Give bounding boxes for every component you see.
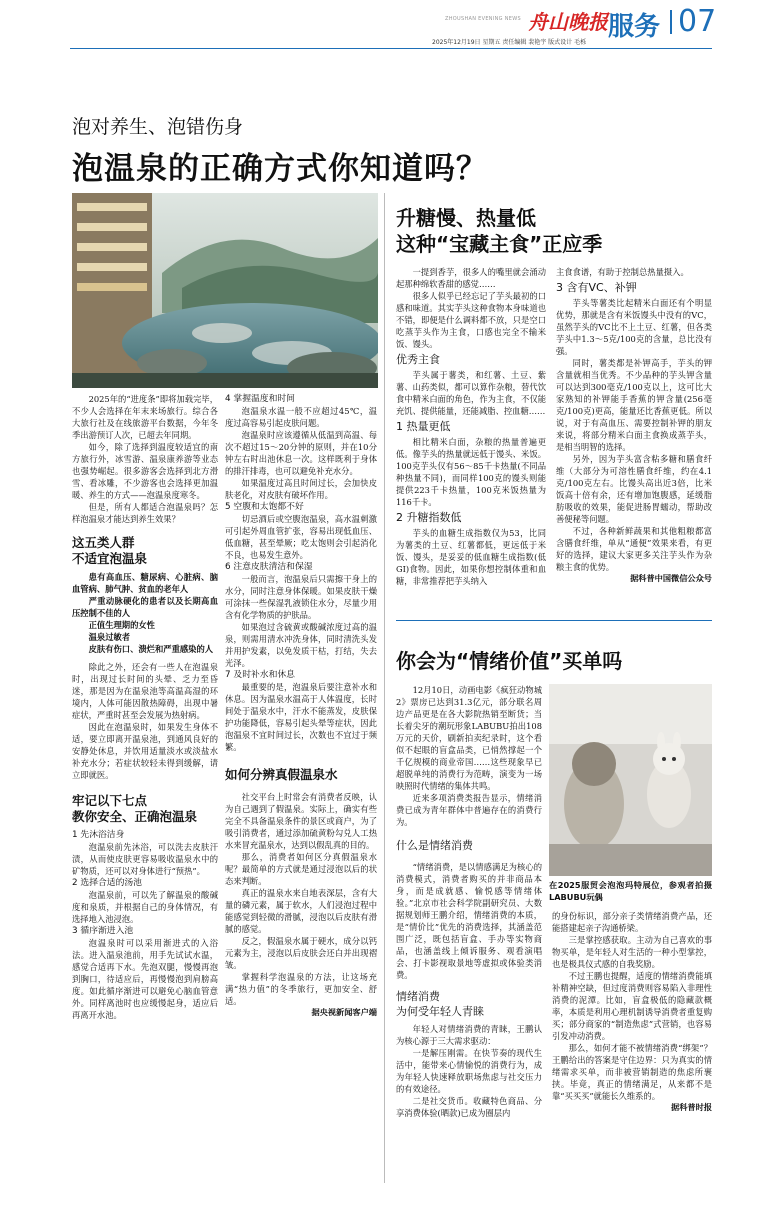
subheading: 1 热量更低 [396, 420, 451, 433]
body-paragraph: 掌握科学泡温泉的方法，让这场充满“热力值”的冬季旅行，更加安全、舒适。 [225, 972, 377, 1006]
subheading: 2 升糖指数低 [396, 511, 462, 524]
body-paragraph: 社交平台上时常会有消费者反映，认为自己遇到了假温泉。实际上，确实有些完全不具备温泉条件的景区或商户，为了吸引消费者，通过添加硫黄粉勾兑人工热水来冒充温泉水，达到以假乱真的目的。 [225, 792, 377, 850]
column-divider [384, 193, 385, 1183]
tip-title: 6 注意皮肤清洁和保湿 [225, 562, 313, 572]
section-title: 服务 [608, 12, 661, 42]
list-item: 严重动脉硬化的患者以及长期高血压控制不佳的人 [72, 596, 218, 618]
subheading-seven-tips: 牢记以下七点 教你安全、正确泡温泉 [72, 793, 198, 824]
article-kicker: 泡对养生、泡错伤身 [72, 116, 244, 138]
body-paragraph: “情绪消费，是以情感满足为核心的消费模式，消费者购买的并非商品本身，而是成就感、愉悦感等情绪体验。”北京市社会科学院副研究员、大数据规划师王鹏介绍，情绪消费的本质，是“情价比”优先的消费选择，其涵盖范围广泛，既包括盲盒、手办等实物商品，也涵盖线上倾诉服务、观看演唱会、打卡影视取景地等虚拟或体验类消费。 [396, 862, 542, 980]
tip-body: 切忌酒后或空腹泡温泉，高水温刺激可引起外周血管扩张，容易出现低血压、低血糖，甚至晕厥；吃太饱则会引起消化不良，也易发生意外。 [225, 514, 377, 560]
masthead-divider [670, 10, 672, 34]
body-paragraph: 三是掌控感获取。主动为自己喜欢的事物买单，是年轻人对生活的一种小型掌控，也是极具仪式感的自我奖励。 [552, 935, 712, 969]
source-credit: 据科普时报 [671, 1102, 712, 1112]
body-paragraph: 近来多项消费类报告显示，情绪消费已成为青年群体中普遍存在的消费行为。 [396, 793, 542, 827]
body-paragraph: 真正的温泉水来自地表深层，含有大量的磷元素，属于软水，人们浸泡过程中能感觉到轻微的滑腻，浸泡以后皮肤有滑腻的感觉。 [225, 888, 377, 934]
tip-title: 7 及时补水和休息 [225, 670, 295, 680]
body-paragraph: 一提到香芋，很多人的嘴里就会涌动起那种绵软香甜的感觉…… [396, 267, 546, 289]
photo-caption: 在2025服贸会泡泡玛特展位，参观者拍摄LABUBU玩偶 [549, 880, 712, 902]
tip-body: 一般而言，泡温泉后只需擦干身上的水分，同时注意身体保暖。如果皮肤干燥可涂抹一些保湿乳液锁住水分，尽量少用含有化学物质的护肤品。 [225, 574, 377, 620]
taro-article-title [396, 205, 712, 257]
body-paragraph: 那么，如何才能不被情绪消费“绑架”？王鹏给出的答案是守住边界：只为真实的情绪需求买单，而非被营销制造的焦虑所裹挟。毕竟，真正的情绪满足，从来都不是靠“买买买”就能长久维系的。 [552, 1043, 712, 1101]
subheading-five-groups: 这五类人群 不适宜泡温泉 [72, 535, 148, 566]
page-number: 07 [678, 4, 717, 39]
tip-title: 1 先沐浴洁身 [72, 830, 125, 840]
left-column [72, 393, 218, 1021]
body-paragraph: 芋头属于薯类，和红薯、土豆、紫薯、山药类似，都可以算作杂粮，替代饮食中精米白面的角色，作为主食，不仅能充饥、提供能量，还能减脂、控血糖…… [396, 370, 546, 416]
body-paragraph: 年轻人对情绪消费的青睐，王鹏认为核心源于三大需求驱动： [396, 1024, 542, 1046]
masthead-meta: 2025年12月19日 星期五 责任编辑 裴艳宇 版式设计 毛栎 [432, 39, 587, 46]
body-paragraph: 相比精米白面，杂粮的热量普遍更低。像芋头的热量就远低于馒头、米饭。100克芋头仅有56～85千卡热量(不同品种热量不同)，而同样100克的馒头则能提供223千卡热量，100克米饭热量为116千卡。 [396, 437, 546, 507]
intro-paragraph: 如今，除了选择到温度较适宜的南方旅行外，冰雪游、温泉康养游等业态也强势崛起。很多游客会选择到北方滑雪、看冰雕，不少游客也会选择更加温暖、养生的方式——泡温泉度寒冬。 [72, 442, 218, 500]
body-paragraph: 的身份标识，部分亲子类情绪消费产品，还能搭建起亲子沟通桥梁。 [552, 911, 712, 933]
taro-title-line2: 这种“宝藏主食”正应季 [396, 232, 603, 256]
emotion-col2 [552, 910, 712, 1113]
tip-body: 泡温泉前先沐浴，可以洗去皮肤汗渍，从而使皮肤更容易吸收温泉水中的矿物质，还可以对身体进行“预热”。 [72, 842, 218, 876]
tip-body: 如果泡过含硫黄或酸碱浓度过高的温泉，则需用清水冲洗身体，同时清洗头发并用护发素，以免发质干枯，打结，失去光泽。 [225, 622, 377, 668]
tip-body: 最重要的是，泡温泉后要注意补水和休息。因为温泉水温高于人体温度，长时间处于温泉水中，汗水不能蒸发，皮肤保护功能降低，容易引起头晕等症状，因此泡温泉不宜时间过长，次数也不宜过于频繁。 [225, 682, 377, 752]
list-item: 温泉过敏者 [88, 632, 131, 642]
body-paragraph: 二是社交货币。收藏特色商品、分享消费体验(晒款)已成为圈层内 [396, 1096, 542, 1118]
body-paragraph: 一是解压刚需。在快节奏的现代生活中，能带来心情愉悦的消费行为，成为年轻人快速释放职场焦虑与社交压力的有效途径。 [396, 1048, 542, 1094]
tip-body: 如果温度过高且时间过长，会加快皮肤老化，对皮肤有破坏作用。 [225, 478, 377, 500]
hot-spring-photo [72, 193, 378, 388]
source-credit: 据科普中国微信公众号 [630, 573, 712, 583]
tip-title: 2 选择合适的汤池 [72, 878, 142, 888]
subheading-judge: 如何分辨真假温泉水 [225, 767, 338, 782]
labubu-photo [549, 684, 712, 876]
body-paragraph: 很多人似乎已经忘记了芋头最初的口感和味道。其实芋头这种食物本身味道也不错，即便是什么调料都不放，只是空口吃蒸芋头作为主食，口感也完全不输米饭、馒头。 [396, 291, 546, 349]
tip-body: 泡温泉时可以采用渐进式的入浴法。进入温泉池前，用手先试试水温，感觉合适再下水。先泡双腿，慢慢再泡到胸口，待适应后，再慢慢泡到肩膀高度。如此循序渐进可以避免心脑血管意外。同样离池时也应缓慢起身，适应后再离开水池。 [72, 938, 218, 1020]
list-item: 患有高血压、糖尿病、心脏病、脑血管病、肺气肿、贫血的老年人 [72, 572, 218, 594]
emotion-article-title: 你会为“情绪价值”买单吗 [396, 649, 623, 673]
taro-col1 [396, 266, 546, 587]
body-paragraph: 反之，假温泉水属于硬水，成分以钙元素为主，浸泡以后皮肤会还白并出现褶皱。 [225, 936, 377, 970]
body-paragraph: 除此之外，还会有一些人在泡温泉时，出现过长时间的头晕、乏力至昏迷，那是因为在温泉池等高温高湿的环境内，人体可能因散热障碍，出现中暑症状，严重时甚至会发展为热射病。 [72, 662, 218, 720]
article-headline: 泡温泉的正确方式你知道吗？ [72, 151, 488, 187]
body-paragraph: 芋头等薯类比起精米白面还有个明显优势，那就是含有米饭馒头中没有的VC，虽然芋头的VC比不上土豆、红薯，但各类芋头中1.3～5克/100克的含量，总比没有强。 [556, 298, 712, 356]
masthead-english: ZHOUSHAN EVENING NEWS [445, 16, 521, 22]
body-paragraph: 不过王鹏也提醒，适度的情绪消费能填补精神空缺，但过度消费则容易陷入非理性消费的泥潭。比如，盲盒极低的隐藏款概率，本质是利用心理机制诱导消费者重复购买；部分商家的“制造焦虑”式营销，也容易引发冲动消费。 [552, 971, 712, 1041]
body-paragraph: 同时，薯类都是补钾高手，芋头的钾含量就相当优秀。不少品种的芋头钾含量可以达到300毫克/100克以上，这可比大家熟知的补钾能手香蕉的钾含量(256毫克/100克)更高，能量还比香蕉更低。所以说，对于有高血压、需要控制补钾的朋友来说，将部分精米白面主食换成蒸芋头，是相当明智的选择。 [556, 358, 712, 452]
source-credit: 据央视新闻客户端 [311, 1007, 377, 1017]
section-divider [396, 620, 712, 621]
list-item: 皮肤有伤口、溃烂和严重感染的人 [88, 644, 214, 654]
five-groups-list [72, 571, 218, 655]
header-rule [70, 48, 712, 49]
tip-title: 4 掌握温度和时间 [225, 394, 295, 404]
body-paragraph: 那么，消费者如何区分真假温泉水呢？最简单的方式就是通过浸泡以后的状态来判断。 [225, 852, 377, 886]
tip-title: 5 空腹和太饱都不好 [225, 502, 304, 512]
subheading: 优秀主食 [396, 353, 440, 366]
list-item: 正值生理期的女性 [88, 620, 155, 630]
taro-col2 [556, 266, 712, 584]
taro-title-line1: 升糖慢、热量低 [396, 206, 536, 230]
body-paragraph: 主食食谱，有助于控制总热量摄入。 [556, 267, 689, 277]
tip-body: 泡温泉前，可以先了解温泉的酸碱度和泉质，并根据自己的身体情况，有选择地入池浸泡。 [72, 890, 218, 924]
intro-paragraph: 2025年的“进度条”即将加载完毕，不少人会选择在年末来场旅行。综合各大旅行社及在线旅游平台数据，今年冬季出游预订人次，已超去年同期。 [72, 394, 218, 440]
body-paragraph: 芋头的血糖生成指数仅为53，比同为薯类的土豆、红薯都低，更远低于米饭、馒头，是妥妥的低血糖生成指数(低GI)食物。因此，如果你想控制体重和血糖，非常推荐把芋头纳入 [396, 528, 546, 586]
body-paragraph: 因此在泡温泉时，如果发生身体不适，要立即离开温泉池，到通风良好的安静处休息，并饮用适量淡水或淡盐水补充水分；若症状较轻未得到缓解，请立即就医。 [72, 722, 218, 780]
body-paragraph: 不过，各种新鲜蔬果和其他粗粮都富含膳食纤维，单从“通便”效果来看，有更好的选择，建议大家更多关注芋头作为杂粮主食的优势。 [556, 526, 712, 572]
subheading: 3 含有VC、补钾 [556, 281, 637, 294]
tip-title: 3 循序渐进入池 [72, 926, 134, 936]
middle-column [225, 393, 377, 1018]
tip-body: 泡温泉水温一般不应超过45℃，温度过高容易引起皮肤问题。 [225, 406, 377, 428]
emotion-col1 [396, 684, 542, 1119]
body-paragraph: 12月10日，动画电影《疯狂动物城2》票房已达到31.3亿元，部分联名周边产品更是在各大影院热销至断货；当长着尖牙的潮玩形象LABUBU拍出108万元的天价，刷新拍卖纪录时，这个看似不起眼的盲盒品类，已悄然撑起一个千亿规模的商业帝国……这些现象早已超脱单纯的消费行为范畴，演变为一场映照时代情绪的集体共鸣。 [396, 685, 542, 791]
tip-body: 泡温泉时应该遵循从低温到高温、每次不超过15～20分钟的原则，并在10分钟左右时出池休息一次。这样既利于身体的排汗排毒，也可以避免补充水分。 [225, 430, 377, 476]
subheading: 情绪消费 为何受年轻人青睐 [396, 990, 484, 1018]
intro-paragraph: 但是，所有人都适合泡温泉吗？怎样泡温泉才能达到养生效果？ [72, 502, 218, 524]
newspaper-logo: 舟山晚报 [528, 10, 608, 34]
subheading: 什么是情绪消费 [396, 839, 473, 852]
body-paragraph: 另外，因为芋头富含粘多糖和膳食纤维（大部分为可溶性膳食纤维，约在4.1克/100克左右。比馒头高出近3倍，比米饭高十倍有余，还有增加饱腹感，延缓脂肪吸收的效果，能促进肠胃蠕动，帮助改善便秘等问题。 [556, 454, 712, 524]
